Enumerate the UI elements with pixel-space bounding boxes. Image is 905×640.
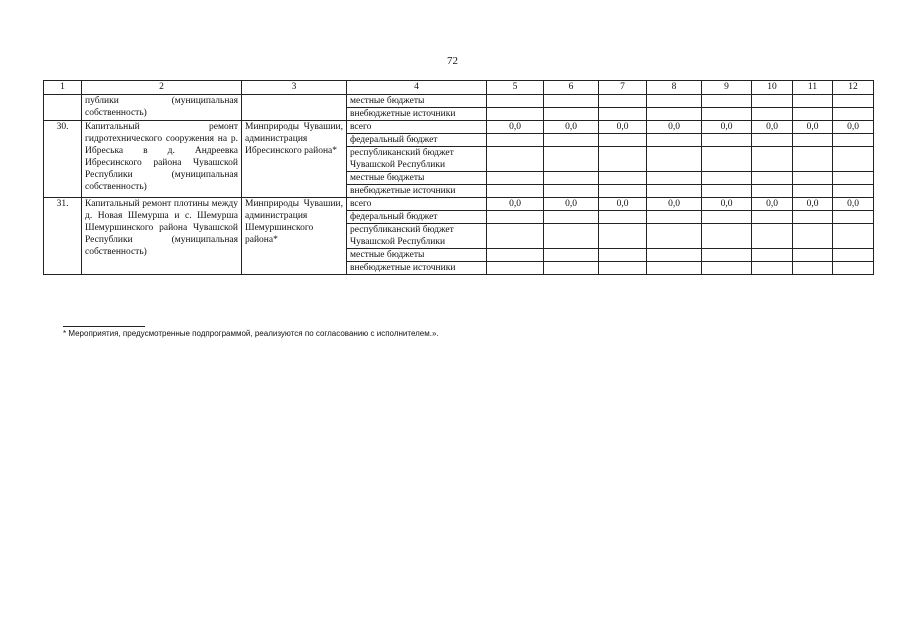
value-cell: 0,0	[599, 121, 647, 134]
value-cell: 0,0	[544, 198, 599, 211]
funding-source: местные бюджеты	[347, 172, 487, 185]
col-header: 5	[487, 81, 544, 95]
col-header: 3	[242, 81, 347, 95]
value-cell: 0,0	[752, 121, 793, 134]
value-cell: 0,0	[599, 198, 647, 211]
funding-source: внебюджетные источники	[347, 185, 487, 198]
value-cell: 0,0	[647, 121, 702, 134]
col-header: 9	[702, 81, 752, 95]
funding-source: всего	[347, 121, 487, 134]
value-cell: 0,0	[752, 198, 793, 211]
col-header: 11	[793, 81, 833, 95]
table-row	[44, 121, 874, 134]
col-header: 6	[544, 81, 599, 95]
page-number: 72	[447, 55, 458, 67]
value-cell: 0,0	[647, 198, 702, 211]
value-cell: 0,0	[833, 121, 874, 134]
funding-source: всего	[347, 198, 487, 211]
col-header: 7	[599, 81, 647, 95]
col-header: 2	[82, 81, 242, 95]
funding-source: местные бюджеты	[347, 95, 487, 108]
col-header: 10	[752, 81, 793, 95]
funding-source: местные бюджеты	[347, 249, 487, 262]
value-cell: 0,0	[487, 121, 544, 134]
col-header: 8	[647, 81, 702, 95]
col-header: 12	[833, 81, 874, 95]
value-cell: 0,0	[702, 198, 752, 211]
value-cell: 0,0	[793, 121, 833, 134]
value-cell: 0,0	[544, 121, 599, 134]
item-description: Капитальный ремонт плотины между д. Новая Шемурша и с. Шемурша Шемуршинского района Чувашской Республики (муниципальная собственность)	[82, 198, 242, 275]
funding-source: республиканский бюджет Чувашской Республики	[347, 147, 487, 172]
value-cell: 0,0	[793, 198, 833, 211]
item-description: публики (муниципальная собственность)	[82, 95, 242, 121]
item-number: 31.	[44, 198, 82, 275]
table-row	[44, 95, 874, 108]
value-cell: 0,0	[702, 121, 752, 134]
item-number: 30.	[44, 121, 82, 198]
header-row	[44, 81, 874, 95]
funding-source: федеральный бюджет	[347, 211, 487, 224]
footnote: * Мероприятия, предусмотренные подпрограммой, реализуются по согласованию с исполнителем.».	[63, 329, 439, 338]
item-executor: Минприроды Чувашии, администрация Шемуршинского района*	[242, 198, 347, 275]
table-row	[44, 198, 874, 211]
funding-source: внебюджетные источники	[347, 262, 487, 275]
col-header: 1	[44, 81, 82, 95]
col-header: 4	[347, 81, 487, 95]
item-executor: Минприроды Чувашии, администрация Ибресинского района*	[242, 121, 347, 198]
value-cell: 0,0	[833, 198, 874, 211]
item-description: Капитальный ремонт гидротехнического сооружения на р. Ибреська в д. Андреевка Ибресинского района Чувашской Республики (муниципальная собственность)	[82, 121, 242, 198]
funding-source: внебюджетные источники	[347, 108, 487, 121]
value-cell: 0,0	[487, 198, 544, 211]
funding-source: республиканский бюджет Чувашской Республики	[347, 224, 487, 249]
footnote-separator	[63, 326, 145, 327]
budget-table	[43, 80, 874, 275]
funding-source: федеральный бюджет	[347, 134, 487, 147]
